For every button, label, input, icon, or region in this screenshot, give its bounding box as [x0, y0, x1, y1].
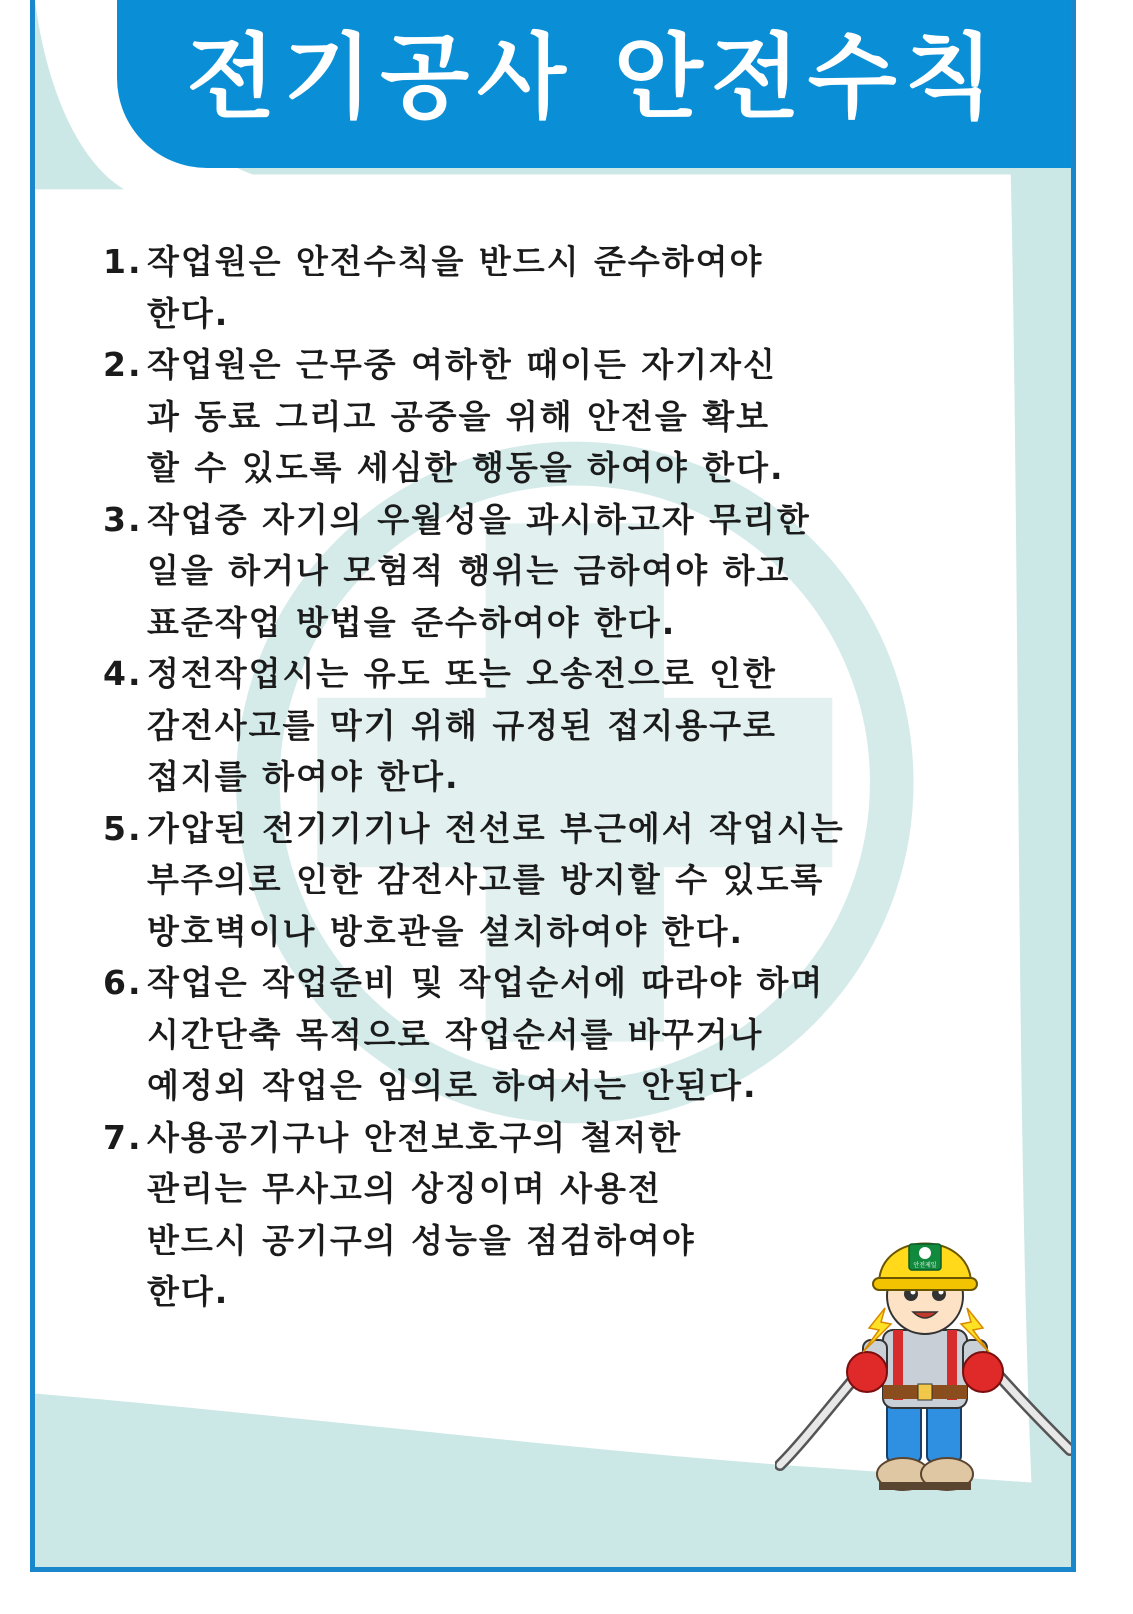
leg-right: [927, 1400, 961, 1462]
rule-item: [103, 236, 1033, 339]
rule-line: 일을 하거나 모험적 행위는 금하여야 하고: [147, 551, 791, 590]
rule-item: [103, 803, 1033, 958]
rule-line: 접지를 하여야 한다.: [147, 757, 460, 796]
rule-line: 감전사고를 막기 위해 규정된 접지용구로: [147, 705, 777, 745]
rule-item: [103, 494, 1033, 649]
rule-line: 작업은 작업준비 및 작업순서에 따라야 하며: [147, 963, 825, 1002]
rule-line: 과 동료 그리고 공중을 위해 안전을 확보: [147, 396, 770, 436]
glove-right: [963, 1352, 1003, 1392]
rule-line: 표준작업 방법을 준수하여야 한다.: [147, 602, 677, 642]
rule-text: [147, 957, 1033, 1112]
rule-line: 방호벽이나 방호관을 설치하여야 한다.: [147, 911, 745, 951]
rule-number: 6.: [103, 963, 143, 1002]
helmet-badge-text: 안전제일: [913, 1262, 937, 1269]
rule-text: [147, 236, 1033, 339]
rule-line: 반드시 공기구의 성능을 점검하여야: [147, 1220, 696, 1260]
page-title: 전기공사 안전수칙: [186, 24, 1002, 131]
rule-line: 한다.: [147, 293, 230, 333]
rule-line: 예정외 작업은 임의로 하여서는 안된다.: [147, 1066, 758, 1105]
rule-line: 작업중 자기의 우월성을 과시하고자 무리한: [147, 499, 811, 539]
rule-item: [103, 339, 1033, 494]
rule-number: 5.: [103, 808, 143, 848]
rule-number: 4.: [103, 654, 143, 693]
rule-text: [147, 648, 1033, 803]
rule-text: [147, 339, 1033, 494]
rule-text: [147, 803, 1033, 958]
rule-number: 7.: [103, 1117, 143, 1157]
rule-item: [103, 957, 1033, 1112]
rule-line: 작업원은 안전수칙을 반드시 준수하여야: [147, 242, 764, 281]
leg-left: [887, 1400, 921, 1462]
rule-number: 2.: [103, 345, 143, 384]
rule-line: 정전작업시는 유도 또는 오송전으로 인한: [147, 654, 777, 693]
rules-list: [103, 236, 1033, 1318]
safety-poster: [30, 0, 1076, 1572]
rule-line: 부주의로 인한 감전사고를 방지할 수 있도록: [147, 860, 825, 899]
rule-line: 가압된 전기기기나 전선로 부근에서 작업시는: [147, 808, 845, 848]
rule-number: 1.: [103, 242, 143, 281]
left-swoosh: [35, 0, 124, 189]
rule-text: [147, 494, 1033, 649]
helmet-brim: [873, 1278, 977, 1290]
rule-line: 작업원은 근무중 여하한 때이든 자기자신: [147, 345, 777, 384]
rule-line: 한다.: [147, 1272, 230, 1311]
rule-line: 시간단축 목적으로 작업순서를 바꾸거나: [147, 1014, 764, 1054]
rule-line: 관리는 무사고의 상징이며 사용전: [147, 1169, 662, 1208]
rule-item: [103, 648, 1033, 803]
electrician-mascot: [775, 1200, 1075, 1510]
rule-line: 할 수 있도록 세심한 행동을 하여야 한다.: [147, 448, 785, 487]
glove-left: [847, 1352, 887, 1392]
rule-number: 3.: [103, 499, 143, 539]
rule-line: 사용공기구나 안전보호구의 철저한: [147, 1117, 683, 1157]
